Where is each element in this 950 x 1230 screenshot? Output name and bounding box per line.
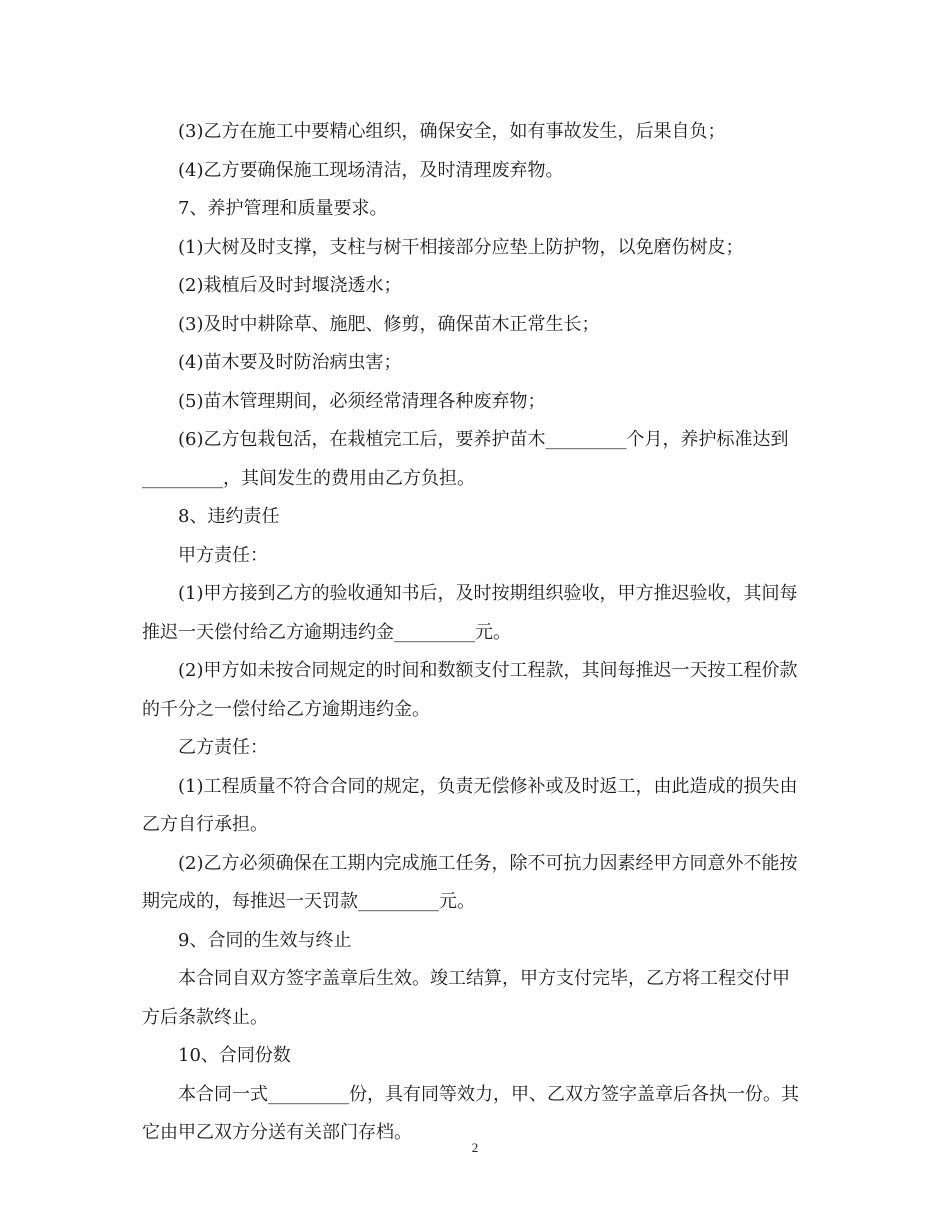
section-10-heading: 10、合同份数 [178, 1045, 291, 1066]
clause-4-cleanliness: (4)乙方要确保施工现场清洁，及时清理废弃物。 [178, 159, 564, 181]
party-b-clause-1: (1)工程质量不符合合同的规定，负责无偿修补或及时返工，由此造成的损失由乙方自行承担。 [142, 775, 798, 835]
party-a-clause-1: (1)甲方接到乙方的验收通知书后，及时按期组织验收，甲方推迟验收，其间每推迟一天偿付给乙方逾期违约金_________元。 [142, 583, 798, 643]
clause-7-4: (4)苗木要及时防治病虫害； [178, 352, 402, 373]
party-a-liability-heading: 甲方责任： [178, 544, 268, 566]
clause-7-1: (1)大树及时支撑，支柱与树干相接部分应垫上防护物，以免磨伤树皮； [178, 236, 744, 258]
clause-7-3: (3)及时中耕除草、施肥、修剪，确保苗木正常生长； [178, 313, 600, 335]
clause-7-6: (6)乙方包栽包活，在栽植完工后，要养护苗木_________个月，养护标准达到_________，其间发生的费用由乙方负担。 [142, 429, 789, 489]
document-body [142, 113, 806, 1153]
section-8-heading: 8、违约责任 [178, 506, 280, 527]
party-b-clause-2: (2)乙方必须确保在工期内完成施工任务，除不可抗力因素经甲方同意外不能按期完成的，每推迟一天罚款_________元。 [142, 852, 798, 912]
section-7-heading: 7、养护管理和质量要求。 [178, 198, 388, 219]
clause-7-2: (2)栽植后及时封堰浇透水； [178, 275, 402, 296]
page-number: 2 [471, 1140, 479, 1155]
section-10-body: 本合同一式_________份，具有同等效力，甲、乙双方签字盖章后各执一份。其它由甲乙双方分送有关部门存档。 [142, 1083, 799, 1143]
section-9-heading: 9、合同的生效与终止 [178, 929, 352, 951]
clause-3-safety: (3)乙方在施工中要精心组织，确保安全，如有事故发生，后果自负； [178, 121, 726, 142]
party-b-liability-heading: 乙方责任： [178, 737, 268, 758]
clause-7-5: (5)苗木管理期间，必须经常清理各种废弃物； [178, 390, 546, 412]
section-9-body: 本合同自双方签字盖章后生效。竣工结算，甲方支付完毕，乙方将工程交付甲方后条款终止。 [142, 968, 790, 1028]
party-a-clause-2: (2)甲方如未按合同规定的时间和数额支付工程款，其间每推迟一天按工程价款的千分之一偿付给乙方逾期违约金。 [142, 660, 798, 720]
